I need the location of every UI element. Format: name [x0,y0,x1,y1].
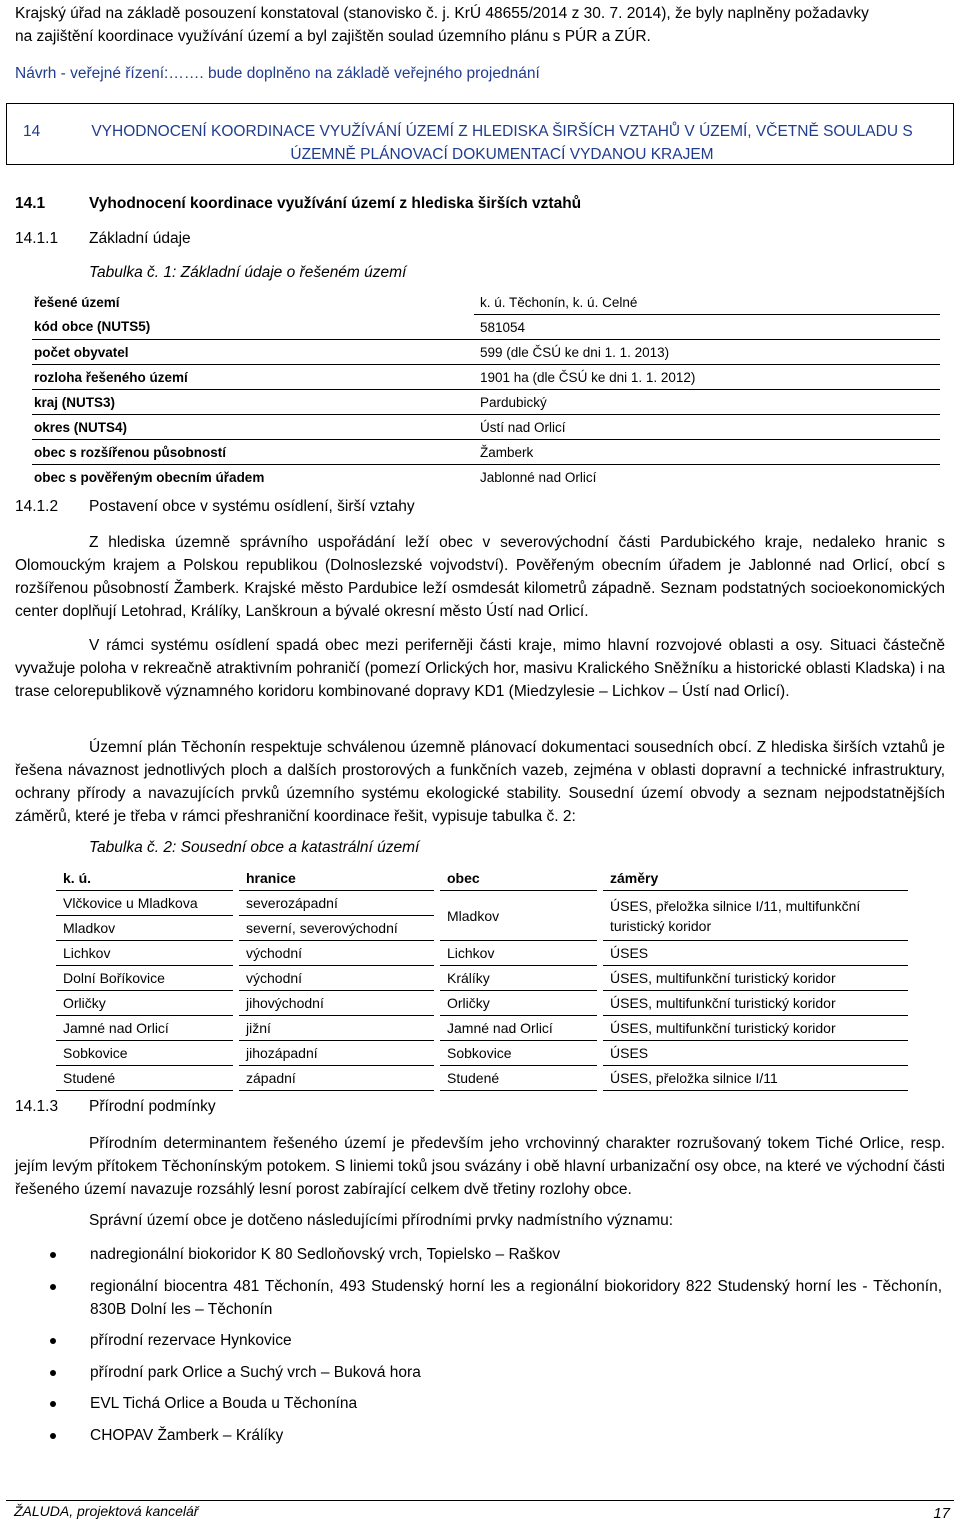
footer-author: ŽALUDA, projektová kancelář [14,1503,199,1519]
chapter-number: 14 [23,123,41,140]
row-key: obec s pověřeným obecním úřadem [34,469,265,485]
section-title: Vyhodnocení koordinace využívání území z hlediska širších vztahů [89,195,582,212]
cell-zamery: ÚSES, multifunkční turistický koridor [603,1016,908,1041]
row-value: 1901 ha (dle ČSÚ ke dni 1. 1. 2012) [474,365,940,390]
cell-ku: Vlčkovice u Mladkova [56,891,233,916]
row-value: Pardubický [474,390,940,415]
table-row [32,290,940,315]
paragraph: Územní plán Těchonín respektuje schválenou územně plánovací dokumentaci sousedních obcí. Z hlediska širších vztahů je řešena návaznost jednotlivých ploch a dalších prostorových a funkčních vazeb, zejména v oblasti dopravní a technické infrastruktury, ochrany přírody a navazujících prvků územního systému ekologické stability. Sousední území obvody a seznam nejpodstatnějších záměrů, které je třeba v rámci přeshraniční koordinace řešit, vypisuje tabulka č. 2: [15,739,945,825]
list-item: EVL Tichá Orlice a Bouda u Těchonína [50,1392,942,1415]
section-14-1-2-heading [15,498,415,516]
cell-obec: Jamné nad Orlicí [440,1016,597,1041]
cell-zamery: ÚSES, přeložka silnice I/11 [603,1066,908,1091]
section-number: 14.1.1 [15,230,59,247]
cell-obec: Studené [440,1066,597,1091]
table-row [32,465,940,490]
cell-zamery: ÚSES [603,941,908,966]
cell-ku: Studené [56,1066,233,1091]
bullet-icon [50,1401,56,1407]
section-title: Postavení obce v systému osídlení, širší vztahy [89,498,415,515]
cell-ku: Dolní Boříkovice [56,966,233,991]
basic-data-table [32,290,940,489]
section-title: Přírodní podmínky [89,1098,216,1115]
table-row [32,340,940,365]
cell-zamery: ÚSES, přeložka silnice I/11, multifunkční turistický koridor [603,891,908,941]
list-item: CHOPAV Žamberk – Králíky [50,1424,942,1447]
column-header: k. ú. [56,866,233,891]
section-number: 14.1.2 [15,498,59,515]
cell-ku: Jamné nad Orlicí [56,1016,233,1041]
chapter-title: VYHODNOCENÍ KOORDINACE VYUŽÍVÁNÍ ÚZEMÍ Z HLEDISKA ŠIRŠÍCH VZTAHŮ V ÚZEMÍ, VČETNĚ SOULADU S ÚZEMNĚ PLÁNOVACÍ DOKUMENTACÍ VYDANOU KRAJEM [91,123,913,163]
table-row [32,365,940,390]
cell-hranice: severozápadní [239,891,434,916]
neighbours-table [56,866,908,1091]
table-row [56,1041,908,1066]
header-note: Návrh - veřejné řízení:……. bude doplněno na základě veřejného projednání [15,65,540,82]
table-row [56,891,908,916]
table-header-row [56,866,908,891]
column-header: obec [440,866,597,891]
bullet-icon [50,1284,56,1290]
cell-zamery: ÚSES [603,1041,908,1066]
cell-hranice: severní, severovýchodní [239,916,434,941]
row-value: k. ú. Těchonín, k. ú. Celné [474,290,940,315]
section-14-1-heading [15,195,581,213]
cell-obec: Orličky [440,991,597,1016]
row-key: počet obyvatel [32,340,474,365]
bullet-icon [50,1433,56,1439]
cell-ku: Sobkovice [56,1041,233,1066]
table-row [56,1016,908,1041]
bullet-icon [50,1370,56,1376]
cell-obec: Sobkovice [440,1041,597,1066]
row-value: Jablonné nad Orlicí [480,469,597,485]
cell-hranice: jihovýchodní [239,991,434,1016]
cell-obec: Mladkov [440,891,597,941]
row-value: Ústí nad Orlicí [474,415,940,440]
list-intro: Správní území obce je dotčeno následujícími přírodními prvky nadmístního významu: [89,1212,674,1229]
cell-hranice: jihozápadní [239,1041,434,1066]
chapter-box [6,103,954,165]
section-14-1-3-heading [15,1098,216,1116]
cell-obec: Lichkov [440,941,597,966]
list-item: nadregionální biokoridor K 80 Sedloňovský vrch, Topielsko – Raškov [50,1243,942,1266]
table1-caption: Tabulka č. 1: Základní údaje o řešeném území [89,264,407,281]
page-header [15,2,950,85]
cell-ku: Mladkov [56,916,233,941]
bullet-icon [50,1252,56,1258]
cell-ku: Orličky [56,991,233,1016]
section-14-1-1-heading [15,230,191,248]
header-line-2: na zajištění koordinace využívání území a byl zajištěn soulad územního plánu s PÚR a ZÚR. [15,28,651,45]
list-item: regionální biocentra 481 Těchonín, 493 Studenský horní les a regionální biokoridory 822 Studenský horní les - Těchonín, 830B Dolní les – Těchonín [50,1275,942,1321]
table-row [32,315,940,340]
cell-hranice: západní [239,1066,434,1091]
row-key: kód obce (NUTS5) [32,315,474,340]
table-row [32,415,940,440]
table-row [56,991,908,1016]
page-number: 17 [933,1505,950,1522]
bullet-icon [50,1338,56,1344]
cell-zamery: ÚSES, multifunkční turistický koridor [603,991,908,1016]
table-row [32,440,940,465]
page-footer [6,1500,954,1522]
paragraph: Z hlediska územně správního uspořádání leží obec v severovýchodní části Pardubického kraje, nedaleko hranic s Olomouckým krajem a Polskou republikou (Dolnoslezské vojvodství). Pověřeným obecním úřadem je Jablonné nad Orlicí, obcí s rozšířenou působností Žamberk. Krajské město Pardubice leží osmdesát kilometrů západně. Seznam podstatných socioekonomických center doplňují Letohrad, Králíky, Lanškroun a bývalé okresní město Ústí nad Orlicí. [15,534,945,620]
list-item: přírodní park Orlice a Suchý vrch – Buková hora [50,1361,942,1384]
section-number: 14.1.3 [15,1098,59,1115]
cell-hranice: východní [239,966,434,991]
header-line-1: Krajský úřad na základě posouzení konstatoval (stanovisko č. j. KrÚ 48655/2014 z 30. 7. 2014), že byly naplněny požadavky [15,5,869,22]
row-value: Žamberk [474,440,940,465]
table-row [56,966,908,991]
row-value: 581054 [474,315,940,340]
section-number: 14.1 [15,195,46,212]
row-key: rozloha řešeného území [32,365,474,390]
cell-hranice: jižní [239,1016,434,1041]
column-header: hranice [239,866,434,891]
section-title: Základní údaje [89,230,191,247]
column-header: záměry [603,866,908,891]
cell-ku: Lichkov [56,941,233,966]
row-key: řešené území [34,294,120,310]
list-item: přírodní rezervace Hynkovice [50,1329,942,1352]
cell-zamery: ÚSES, multifunkční turistický koridor [603,966,908,991]
row-key: kraj (NUTS3) [32,390,474,415]
cell-hranice: východní [239,941,434,966]
cell-obec: Králíky [440,966,597,991]
table-row [56,941,908,966]
row-value: 599 (dle ČSÚ ke dni 1. 1. 2013) [474,340,940,365]
paragraph: V rámci systému osídlení spadá obec mezi periferněji části kraje, mimo hlavní rozvojové oblasti a osy. Situaci částečně vyvažuje poloha v rekreačně atraktivním pohraničí (pomezí Orlických hor, masivu Kralického Sněžníku a historické oblasti Kladska) i na trase celorepublikově významného koridoru kombinované dopravy KD1 (Miedzylesie – Lichkov – Ústí nad Orlicí). [15,637,945,700]
paragraph: Přírodním determinantem řešeného území je především jeho vrchovinný charakter rozrušovaný tokem Tiché Orlice, resp. jejím levým přítokem Těchonínským potokem. S liniemi toků jsou svázány i obě hlavní urbanizační osy obce, na které ve východní části řešeného území navazuje rozsáhlý lesní porost zabírající celkem dvě třetiny rozlohy obce. [15,1135,945,1198]
row-key: okres (NUTS4) [32,415,474,440]
table-row [32,390,940,415]
row-key: obec s rozšířenou působností [32,440,474,465]
table-row [56,1066,908,1091]
table2-caption: Tabulka č. 2: Sousední obce a katastrální území [89,839,420,856]
